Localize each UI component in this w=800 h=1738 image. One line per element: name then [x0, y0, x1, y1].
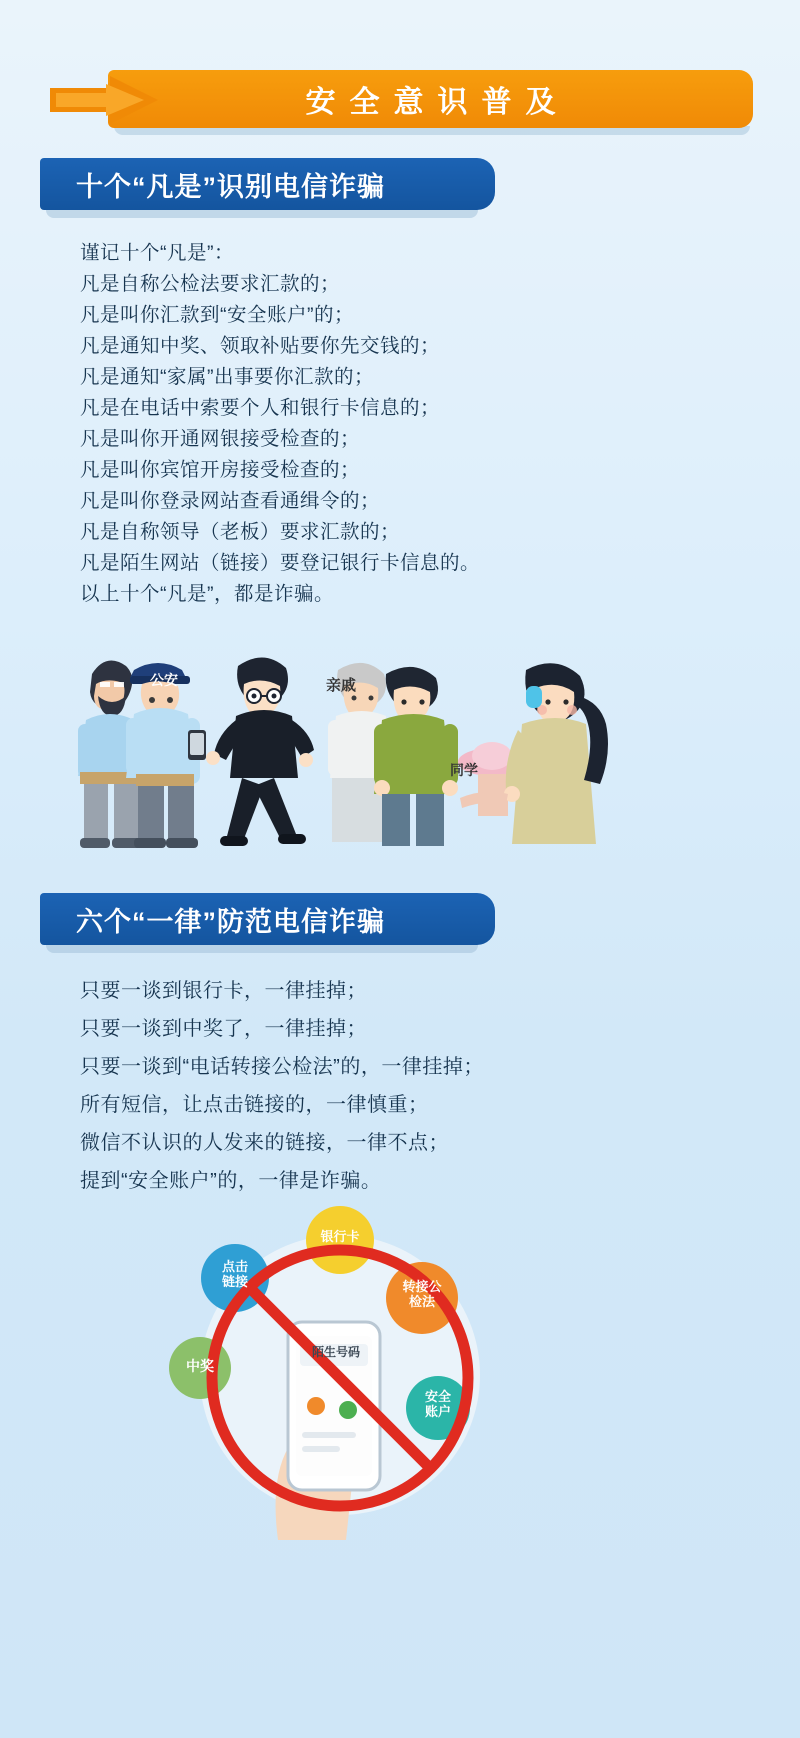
- banner-title: 安全意识普及: [305, 86, 570, 119]
- text-line: 凡是在电话中索要个人和银行卡信息的；: [80, 397, 441, 419]
- section-2-title: 六个“一律”防范电信诈骗: [76, 906, 385, 937]
- section-header-1: [40, 158, 495, 210]
- phone-screen-label: 陌生号码: [311, 1345, 360, 1359]
- banner-bar: [108, 70, 753, 128]
- label-police: 公安: [150, 672, 178, 688]
- figure-woman-phone: [504, 663, 608, 844]
- text-line: 只要一谈到“电话转接公检法”的，一律挂掉；: [80, 1056, 484, 1078]
- section-1-title: 十个“凡是”识别电信诈骗: [76, 171, 385, 202]
- people-scam-illustration: [30, 612, 630, 862]
- text-line: 所有短信，让点击链接的，一律慎重；: [80, 1094, 429, 1116]
- bubble-label-prize: 中奖: [186, 1358, 214, 1374]
- text-line: 只要一谈到中奖了，一律挂掉；: [80, 1018, 367, 1040]
- text-line: 凡是叫你开通网银接受检查的；: [80, 428, 361, 450]
- section-2-text: [80, 972, 484, 1200]
- bubble-bank-card: [306, 1206, 374, 1274]
- banner: [48, 70, 753, 128]
- people-scam-svg: [30, 612, 630, 862]
- bubble-label-click-link: 点击 链接: [221, 1259, 248, 1289]
- bubble-label-bank-card: 银行卡: [320, 1229, 360, 1244]
- section-header-2: [40, 893, 495, 945]
- text-line: 只要一谈到银行卡，一律挂掉；: [80, 980, 367, 1002]
- phone-forbidden-svg: [150, 1200, 530, 1560]
- text-line: 以上十个“凡是”，都是诈骗。: [80, 583, 334, 605]
- figure-green-sweater: [374, 667, 458, 846]
- text-line: 凡是通知中奖、领取补贴要你先交钱的；: [80, 335, 441, 357]
- phone-forbidden-illustration: [150, 1200, 530, 1560]
- bubble-prize: [169, 1337, 231, 1399]
- text-line: 谨记十个“凡是”：: [80, 242, 234, 264]
- label-relative: 亲戚: [326, 677, 357, 694]
- bubble-label-safe-account: 安全 账户: [424, 1389, 451, 1419]
- text-line: 微信不认识的人发来的链接，一律不点；: [80, 1132, 449, 1154]
- text-line: 提到“安全账户”的，一律是诈骗。: [80, 1170, 382, 1192]
- label-classmate: 同学: [450, 762, 478, 778]
- text-line: 凡是自称领导（老板）要求汇款的；: [80, 521, 401, 543]
- text-line: 凡是陌生网站（链接）要登记银行卡信息的。: [80, 552, 481, 574]
- text-line: 凡是叫你宾馆开房接受检查的；: [80, 459, 361, 481]
- text-line: 凡是叫你汇款到“安全账户”的；: [80, 304, 354, 326]
- section-1-text: [80, 238, 480, 610]
- smartphone-icon: [188, 730, 206, 760]
- text-line: 凡是自称公检法要求汇款的；: [80, 273, 341, 295]
- figure-young-man: [206, 657, 314, 846]
- bubble-label-transfer-police: 转接公 检法: [402, 1279, 442, 1309]
- arrow-right-icon: [48, 74, 160, 126]
- text-line: 凡是通知“家属”出事要你汇款的；: [80, 366, 374, 388]
- text-line: 凡是叫你登录网站查看通缉令的；: [80, 490, 381, 512]
